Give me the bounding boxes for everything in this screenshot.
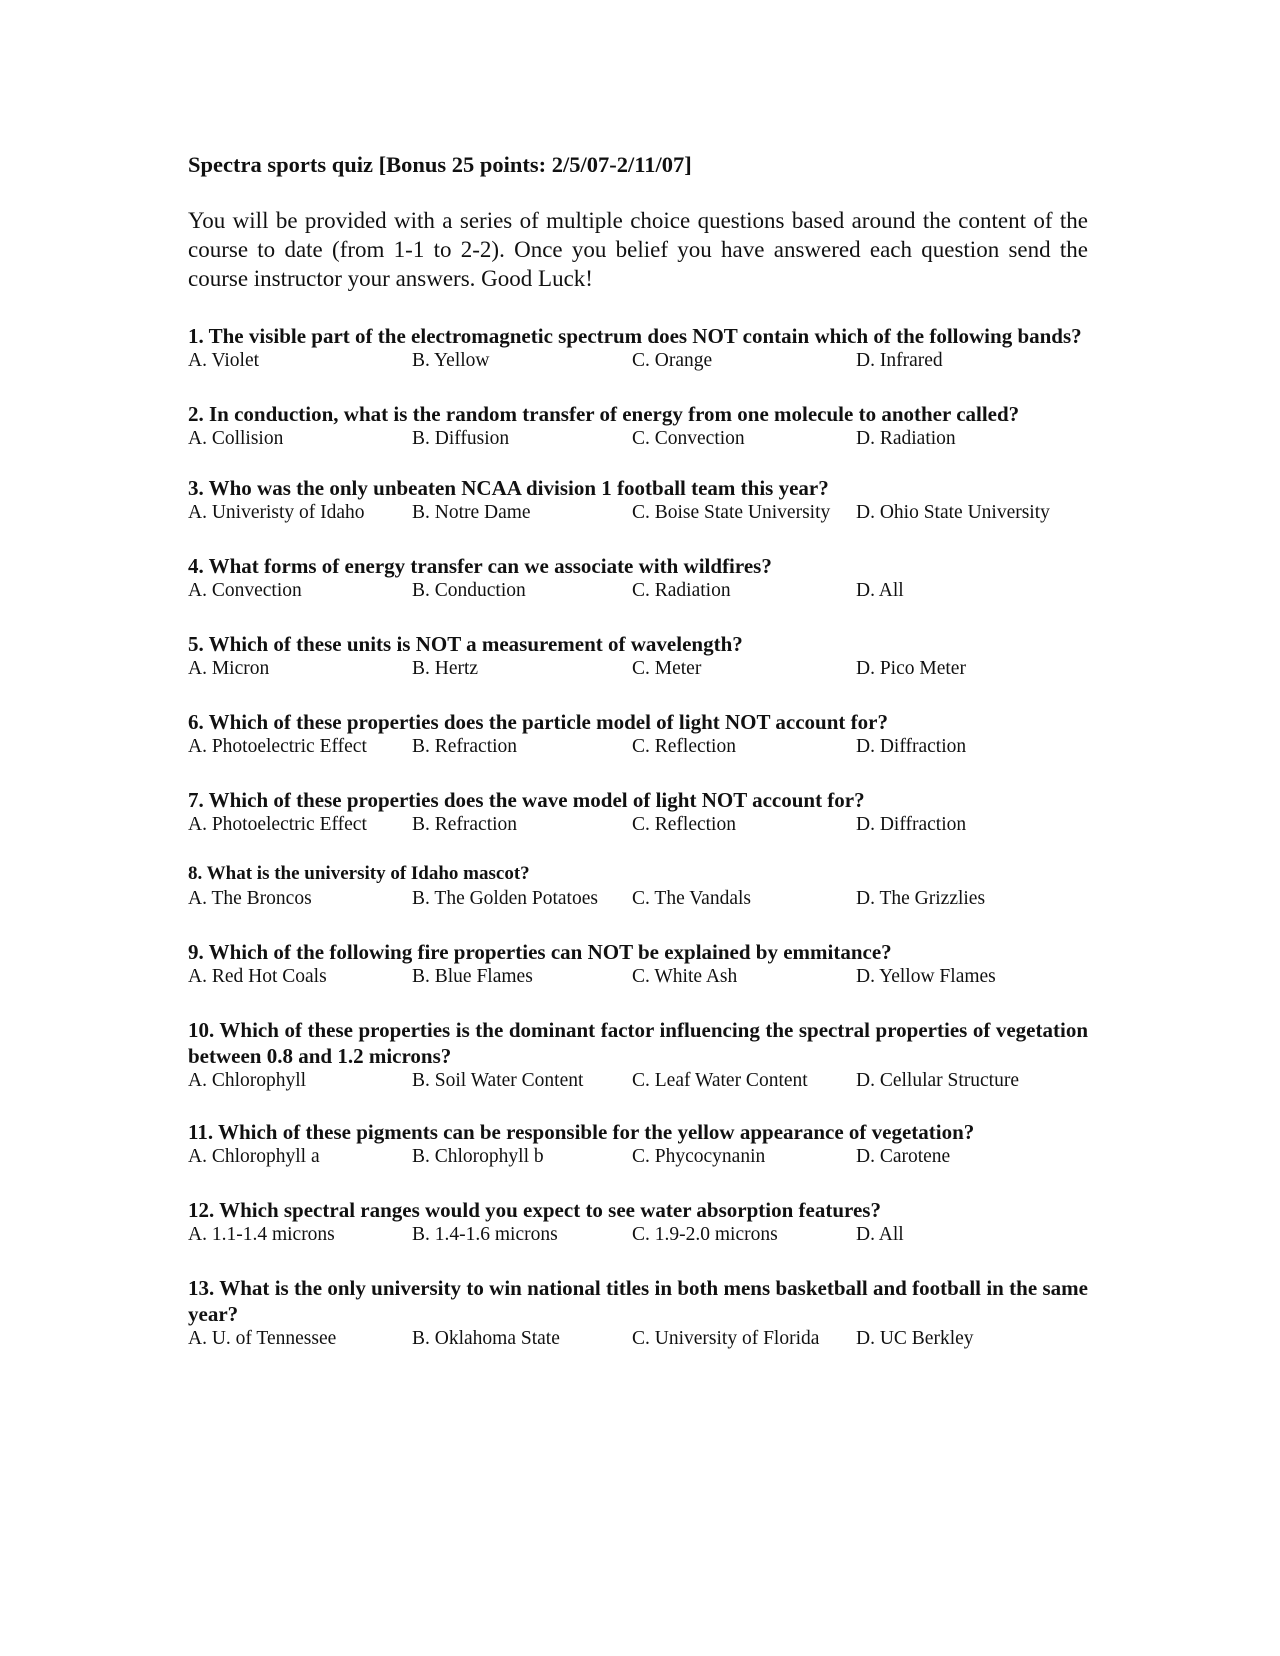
answer-options <box>188 735 1088 759</box>
option-b: B. Yellow <box>412 350 490 371</box>
option-c: C. Leaf Water Content <box>632 1070 808 1091</box>
option-c: C. 1.9-2.0 microns <box>632 1224 778 1245</box>
option-b: B. Chlorophyll b <box>412 1146 544 1167</box>
answer-options <box>188 1223 1088 1247</box>
quiz-instructions: You will be provided with a series of multiple choice questions based around the content of the course to date (from 1-1 to 2-2). Once you belief you have answered each question send the course instructor your answers. Good Luck! <box>188 208 1088 291</box>
answer-options <box>188 657 1088 681</box>
quiz-page <box>188 150 1088 1351</box>
option-a: A. The Broncos <box>188 888 312 909</box>
answer-options <box>188 427 1088 451</box>
option-d: D. Radiation <box>856 428 956 449</box>
question-text: 11. Which of these pigments can be responsible for the yellow appearance of vegetation? <box>188 1120 975 1144</box>
option-d: D. Pico Meter <box>856 658 966 679</box>
question-text: 12. Which spectral ranges would you expect to see water absorption features? <box>188 1198 881 1222</box>
answer-options <box>188 501 1088 525</box>
option-c: C. Convection <box>632 428 745 449</box>
question-2 <box>188 401 1088 451</box>
quiz-title: Spectra sports quiz [Bonus 25 points: 2/5/07-2/11/07] <box>188 152 692 177</box>
answer-options <box>188 1327 1088 1351</box>
option-a: A. Violet <box>188 350 260 371</box>
option-c: C. White Ash <box>632 966 738 987</box>
option-c: C. Reflection <box>632 736 736 757</box>
option-c: C. Boise State University <box>632 502 831 523</box>
answer-options <box>188 1145 1088 1169</box>
option-d: D. Ohio State University <box>856 502 1050 523</box>
option-d: D. Diffraction <box>856 736 967 757</box>
option-b: B. Conduction <box>412 580 526 601</box>
question-text: 2. In conduction, what is the random transfer of energy from one molecule to another called? <box>188 402 1020 426</box>
option-d: D. The Grizzlies <box>856 888 986 909</box>
answer-options <box>188 349 1088 373</box>
option-c: C. The Vandals <box>632 888 751 909</box>
option-c: C. University of Florida <box>632 1328 820 1349</box>
option-d: D. Carotene <box>856 1146 951 1167</box>
option-a: A. Collision <box>188 428 284 449</box>
option-d: D. Yellow Flames <box>856 966 996 987</box>
option-b: B. Refraction <box>412 814 518 835</box>
answer-options <box>188 813 1088 837</box>
option-b: B. Blue Flames <box>412 966 533 987</box>
option-b: B. Refraction <box>412 736 518 757</box>
question-4 <box>188 553 1088 603</box>
option-c: C. Meter <box>632 658 702 679</box>
option-a: A. Micron <box>188 658 270 679</box>
option-d: D. UC Berkley <box>856 1328 974 1349</box>
option-a: A. Convection <box>188 580 302 601</box>
question-text: 6. Which of these properties does the particle model of light NOT account for? <box>188 710 888 734</box>
option-d: D. Cellular Structure <box>856 1070 1019 1091</box>
option-a: A. Red Hot Coals <box>188 966 327 987</box>
option-b: B. The Golden Potatoes <box>412 888 598 909</box>
question-9 <box>188 939 1088 989</box>
question-text: 9. Which of the following fire properties can NOT be explained by emmitance? <box>188 940 892 964</box>
option-a: A. Chlorophyll <box>188 1070 307 1091</box>
question-5 <box>188 631 1088 681</box>
question-text: 7. Which of these properties does the wave model of light NOT account for? <box>188 788 865 812</box>
option-a: A. Photoelectric Effect <box>188 736 367 757</box>
question-3 <box>188 475 1088 525</box>
option-c: C. Reflection <box>632 814 736 835</box>
option-b: B. Oklahoma State <box>412 1328 560 1349</box>
question-6 <box>188 709 1088 759</box>
option-b: B. Notre Dame <box>412 502 531 523</box>
option-a: A. Chlorophyll a <box>188 1146 320 1167</box>
option-d: D. All <box>856 1224 904 1245</box>
option-b: B. Hertz <box>412 658 479 679</box>
question-text: 4. What forms of energy transfer can we associate with wildfires? <box>188 554 772 578</box>
option-a: A. U. of Tennessee <box>188 1328 337 1349</box>
question-12 <box>188 1197 1088 1247</box>
question-text: 1. The visible part of the electromagnetic spectrum does NOT contain which of the following bands? <box>188 324 1082 348</box>
question-text: 8. What is the university of Idaho mascot? <box>188 863 530 884</box>
option-d: D. Infrared <box>856 350 943 371</box>
option-b: B. Diffusion <box>412 428 510 449</box>
option-c: C. Phycocynanin <box>632 1146 766 1167</box>
option-c: C. Radiation <box>632 580 731 601</box>
question-text: 5. Which of these units is NOT a measurement of wavelength? <box>188 632 743 656</box>
question-8 <box>188 861 1088 911</box>
question-text: 3. Who was the only unbeaten NCAA division 1 football team this year? <box>188 476 829 500</box>
answer-options <box>188 579 1088 603</box>
question-text: 10. Which of these properties is the dominant factor influencing the spectral properties of vegetation between 0.8 and 1.2 microns? <box>188 1018 1088 1068</box>
option-d: D. Diffraction <box>856 814 967 835</box>
answer-options <box>188 965 1088 989</box>
option-d: D. All <box>856 580 904 601</box>
option-a: A. Photoelectric Effect <box>188 814 367 835</box>
option-a: A. 1.1-1.4 microns <box>188 1224 335 1245</box>
option-c: C. Orange <box>632 350 713 371</box>
answer-options <box>188 1069 1088 1093</box>
option-b: B. 1.4-1.6 microns <box>412 1224 558 1245</box>
question-13 <box>188 1275 1088 1351</box>
question-1 <box>188 323 1088 373</box>
option-a: A. Univeristy of Idaho <box>188 502 365 523</box>
question-11 <box>188 1119 1088 1169</box>
option-b: B. Soil Water Content <box>412 1070 584 1091</box>
question-text: 13. What is the only university to win national titles in both mens basketball and football in the same year? <box>188 1276 1088 1326</box>
question-7 <box>188 787 1088 837</box>
question-10 <box>188 1017 1088 1093</box>
answer-options <box>188 887 1088 911</box>
